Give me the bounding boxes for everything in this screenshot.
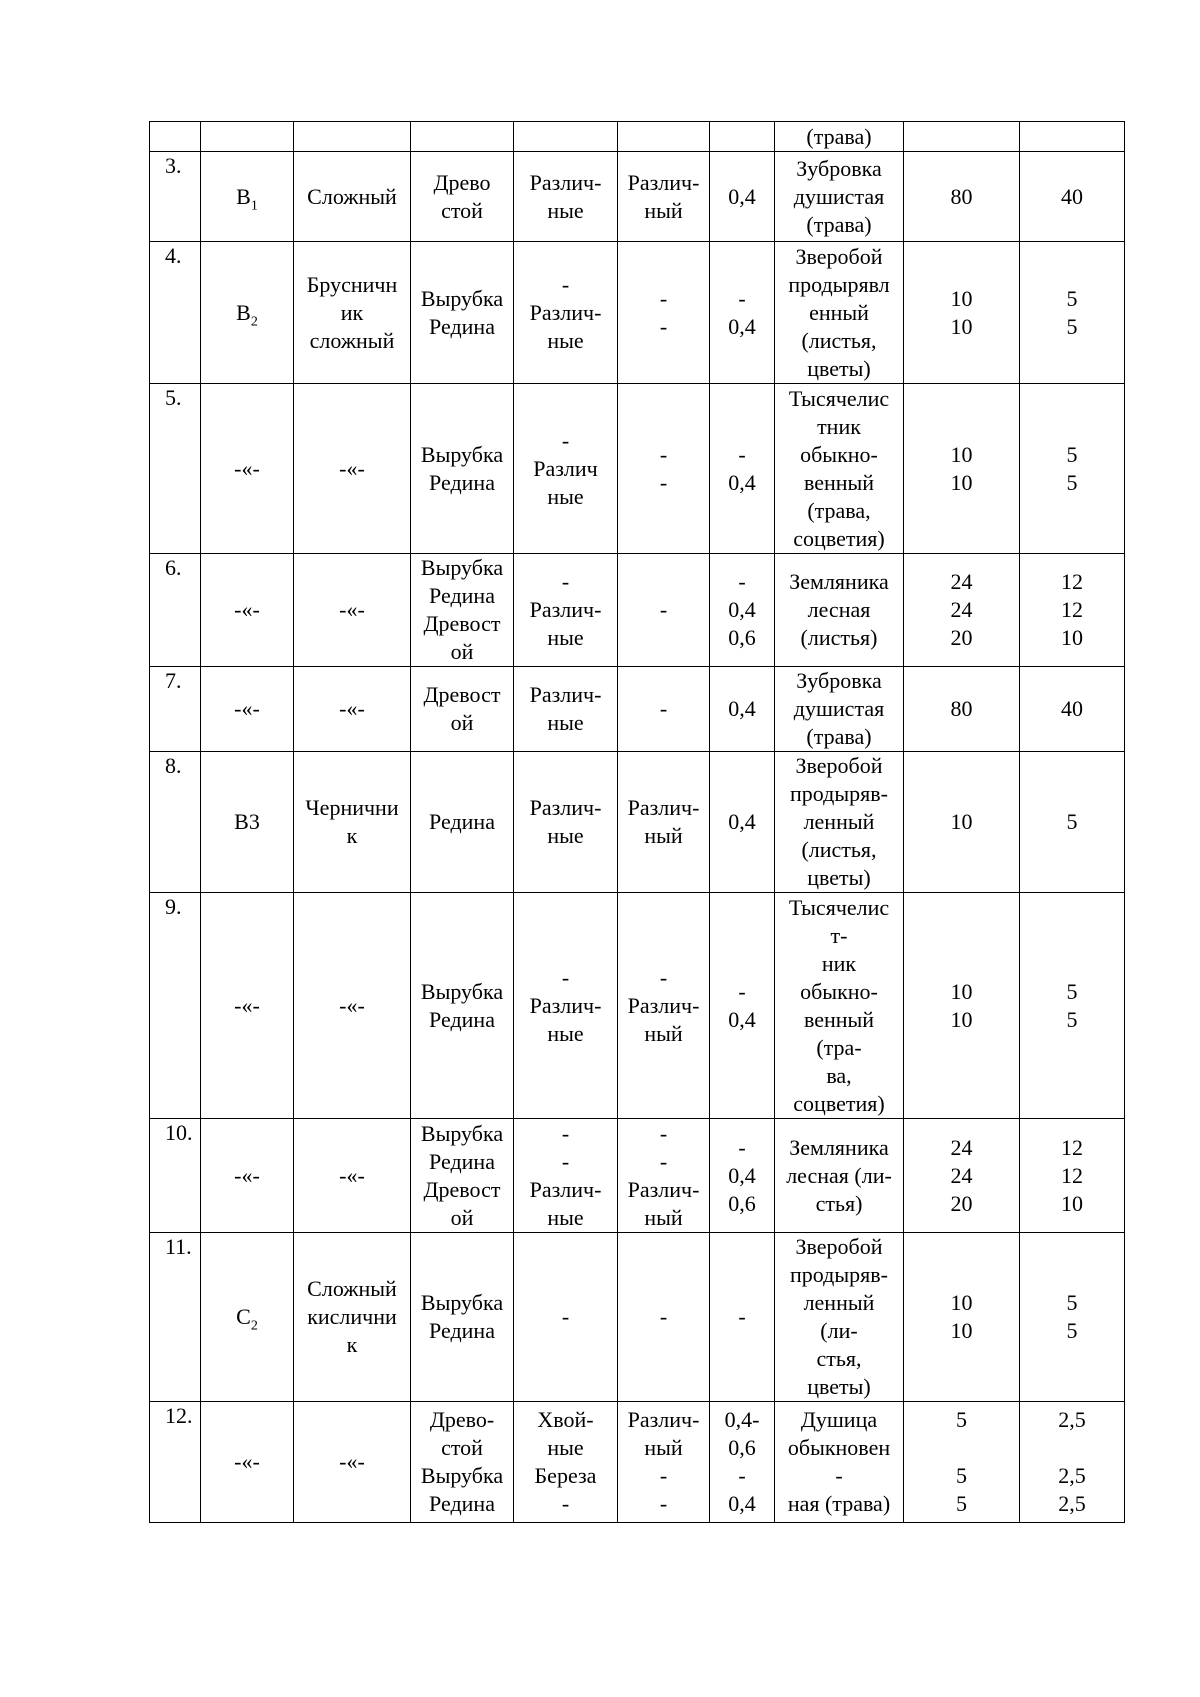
cell-text: Брусничн ик сложный — [306, 271, 398, 353]
cell-b — [1020, 893, 1125, 1119]
cell-land — [411, 1402, 514, 1523]
cell-text: 3. — [165, 153, 182, 178]
cell-text: - 0,4 0,6 — [728, 1134, 756, 1216]
cell-text: Вырубка Редина — [420, 1290, 504, 1343]
cell-species — [514, 242, 618, 384]
cell-plant — [775, 122, 904, 152]
cell-text: -«- — [234, 597, 260, 622]
table-row — [150, 152, 1125, 242]
cell-n — [150, 1119, 201, 1233]
cell-text: 80 — [950, 183, 973, 209]
cell-text: Душица обыкновен - ная (трава) — [787, 1407, 891, 1516]
cell-b — [1020, 1402, 1125, 1523]
cell-text: 10. — [165, 1120, 193, 1145]
cell-n — [150, 752, 201, 893]
cell-text: 10 — [950, 809, 973, 834]
cell-n — [150, 122, 201, 152]
cell-type — [294, 122, 411, 152]
cell-text: -«- — [339, 696, 365, 721]
cell-density — [618, 667, 710, 752]
table-row — [150, 893, 1125, 1119]
cell-text: 9. — [165, 894, 182, 919]
cell-plant — [775, 242, 904, 384]
cell-plot — [201, 554, 294, 667]
cell-coef — [710, 1119, 775, 1233]
cell-land — [411, 152, 514, 242]
cell-coef — [710, 752, 775, 893]
cell-density — [618, 554, 710, 667]
cell-plant — [775, 1402, 904, 1523]
cell-text: -«- — [234, 992, 260, 1018]
plot-subscript: 2 — [250, 1318, 258, 1334]
cell-species — [514, 752, 618, 893]
cell-text: Чернични к — [305, 795, 399, 848]
plot-subscript: 2 — [250, 313, 258, 329]
cell-n — [150, 1233, 201, 1402]
cell-b — [1020, 1119, 1125, 1233]
cell-type — [294, 752, 411, 893]
cell-plant — [775, 667, 904, 752]
cell-plot — [201, 1402, 294, 1523]
cell-plot — [201, 893, 294, 1119]
cell-text: - — [561, 1304, 570, 1329]
cell-n — [150, 152, 201, 242]
cell-text: 0,4- 0,6 - 0,4 — [724, 1407, 760, 1516]
table-row — [150, 1233, 1125, 1402]
cell-text: Различ- ные — [529, 169, 602, 223]
cell-species — [514, 384, 618, 554]
cell-coef — [710, 1402, 775, 1523]
cell-text: 5 — [1066, 809, 1078, 834]
cell-type — [294, 384, 411, 554]
cell-plot — [201, 122, 294, 152]
cell-type — [294, 1233, 411, 1402]
cell-text: 80 — [950, 696, 973, 721]
cell-text: - — [738, 1304, 746, 1329]
cell-text: Древо стой — [433, 169, 491, 223]
cell-coef — [710, 667, 775, 752]
cell-species — [514, 554, 618, 667]
cell-species — [514, 1233, 618, 1402]
table-row — [150, 1402, 1125, 1523]
cell-coef — [710, 242, 775, 384]
cell-land — [411, 554, 514, 667]
cell-land — [411, 242, 514, 384]
cell-type — [294, 1119, 411, 1233]
cell-text: -«- — [339, 455, 365, 481]
cell-text: Тысячелис тник обыкно- венный (трава, соцветия) — [788, 385, 890, 551]
cell-text: -«- — [234, 696, 260, 721]
cell-a — [904, 242, 1020, 384]
cell-plot — [201, 1119, 294, 1233]
cell-text: - Различ- ные — [529, 964, 602, 1046]
table-row — [150, 242, 1125, 384]
cell-text: Древост ой — [423, 682, 501, 735]
cell-text: - Различ- ные — [529, 271, 602, 353]
cell-plot — [201, 667, 294, 752]
cell-density — [618, 1119, 710, 1233]
cell-text: 5 5 — [1066, 978, 1078, 1032]
cell-plant — [775, 554, 904, 667]
cell-text: Вырубка Редина — [420, 285, 504, 339]
cell-text: Вырубка Редина — [420, 441, 504, 495]
cell-text: Земляника лесная (листья) — [789, 569, 889, 650]
cell-text: - Различ- ные — [529, 569, 602, 650]
cell-text: B — [236, 183, 251, 209]
cell-plot — [201, 1233, 294, 1402]
cell-text: - 0,4 — [728, 285, 756, 339]
cell-text: 40 — [1061, 696, 1083, 721]
plot-subscript: 1 — [250, 197, 258, 213]
table-row — [150, 1119, 1125, 1233]
cell-text: Вырубка Редина — [420, 978, 504, 1032]
cell-n — [150, 1402, 201, 1523]
cell-text: Редина — [429, 809, 495, 834]
cell-b — [1020, 752, 1125, 893]
cell-text: Зверобой продырявл енный (листья, цветы) — [788, 243, 890, 381]
cell-plant — [775, 1233, 904, 1402]
cell-coef — [710, 1233, 775, 1402]
cell-text: 0,4 — [728, 696, 756, 721]
cell-text: - — [659, 597, 668, 622]
cell-species — [514, 152, 618, 242]
cell-species — [514, 122, 618, 152]
cell-text: Различ- ные — [529, 795, 602, 848]
cell-text: 12 12 10 — [1061, 1134, 1083, 1216]
cell-text: Хвой- ные Береза - — [534, 1407, 597, 1516]
cell-text: (трава) — [806, 123, 872, 149]
cell-density — [618, 152, 710, 242]
cell-a — [904, 122, 1020, 152]
cell-text: Вырубка Редина Древост ой — [420, 1120, 504, 1230]
cell-text: 7. — [165, 668, 182, 693]
cell-a — [904, 667, 1020, 752]
cell-coef — [710, 554, 775, 667]
cell-species — [514, 1402, 618, 1523]
table-row — [150, 122, 1125, 152]
cell-text: Вырубка Редина Древост ой — [420, 555, 504, 664]
cell-text: Земляника лесная (ли- стья) — [786, 1134, 892, 1216]
cell-text: - - Различ- ный — [627, 1120, 700, 1230]
cell-text: 11. — [165, 1234, 192, 1259]
cell-text: 12. — [165, 1403, 193, 1428]
cell-text: - - — [659, 285, 668, 339]
cell-b — [1020, 122, 1125, 152]
cell-text: - 0,4 — [728, 441, 756, 495]
cell-land — [411, 1119, 514, 1233]
cell-text: 0,4 — [728, 183, 756, 209]
table-row — [150, 554, 1125, 667]
cell-text: 10 10 — [950, 285, 973, 339]
cell-a — [904, 554, 1020, 667]
cell-text: 24 24 20 — [950, 1134, 973, 1216]
cell-text: C — [236, 1304, 251, 1329]
cell-text: 2,5 2,5 2,5 — [1058, 1407, 1086, 1516]
cell-type — [294, 554, 411, 667]
cell-density — [618, 384, 710, 554]
cell-text: 5 5 — [1066, 441, 1078, 495]
cell-plot — [201, 242, 294, 384]
cell-text: Зверобой продыряв- ленный (ли- стья, цветы) — [790, 1234, 888, 1399]
cell-plant — [775, 384, 904, 554]
cell-text: 4. — [165, 243, 182, 268]
cell-text: Древо- стой Вырубка Редина — [420, 1407, 504, 1516]
cell-plant — [775, 752, 904, 893]
cell-text: -«- — [339, 597, 365, 622]
cell-a — [904, 1119, 1020, 1233]
cell-text: Различ- ные — [529, 682, 602, 735]
cell-b — [1020, 152, 1125, 242]
cell-text: - — [659, 696, 668, 721]
cell-n — [150, 242, 201, 384]
cell-text: B3 — [234, 809, 260, 834]
cell-land — [411, 384, 514, 554]
cell-land — [411, 752, 514, 893]
cell-plot — [201, 752, 294, 893]
cell-a — [904, 1402, 1020, 1523]
cell-text: - Различ ные — [533, 427, 598, 509]
cell-density — [618, 122, 710, 152]
cell-text: Зверобой продыряв- ленный (листья, цветы) — [790, 753, 888, 890]
cell-text: B — [236, 299, 251, 325]
cell-a — [904, 152, 1020, 242]
table-row — [150, 667, 1125, 752]
cell-n — [150, 667, 201, 752]
cell-plot — [201, 152, 294, 242]
cell-density — [618, 242, 710, 384]
cell-b — [1020, 242, 1125, 384]
cell-text: -«- — [234, 1162, 260, 1188]
cell-density — [618, 1233, 710, 1402]
cell-density — [618, 752, 710, 893]
cell-text: - 0,4 0,6 — [728, 569, 756, 650]
cell-a — [904, 752, 1020, 893]
cell-text: -«- — [339, 1449, 365, 1474]
cell-plant — [775, 1119, 904, 1233]
cell-text: 0,4 — [728, 809, 756, 834]
cell-text: -«- — [234, 455, 260, 481]
cell-land — [411, 893, 514, 1119]
cell-a — [904, 384, 1020, 554]
table-row — [150, 384, 1125, 554]
cell-text: Зубровка душистая (трава) — [793, 668, 885, 749]
cell-species — [514, 1119, 618, 1233]
cell-text: 5 5 5 — [956, 1407, 967, 1516]
cell-type — [294, 152, 411, 242]
cell-land — [411, 667, 514, 752]
cell-b — [1020, 384, 1125, 554]
cell-text: Сложный — [307, 183, 397, 209]
cell-text: Зубровка душистая (трава) — [793, 155, 885, 237]
cell-n — [150, 893, 201, 1119]
cell-text: - - Различ- ные — [529, 1120, 602, 1230]
cell-text: 12 12 10 — [1061, 569, 1083, 650]
cell-b — [1020, 1233, 1125, 1402]
cell-b — [1020, 667, 1125, 752]
cell-land — [411, 122, 514, 152]
cell-density — [618, 1402, 710, 1523]
cell-text: 8. — [165, 753, 182, 778]
cell-text: 24 24 20 — [950, 569, 973, 650]
cell-land — [411, 1233, 514, 1402]
cell-text: - — [659, 1304, 668, 1329]
cell-text: - 0,4 — [728, 978, 756, 1032]
cell-plant — [775, 152, 904, 242]
data-table — [149, 121, 1125, 1523]
cell-density — [618, 893, 710, 1119]
cell-text: 10 10 — [950, 441, 973, 495]
cell-text: Различ- ный — [627, 169, 700, 223]
cell-text: 5. — [165, 385, 182, 410]
cell-plant — [775, 893, 904, 1119]
cell-species — [514, 893, 618, 1119]
cell-b — [1020, 554, 1125, 667]
cell-text: -«- — [339, 1162, 365, 1188]
cell-coef — [710, 152, 775, 242]
cell-type — [294, 242, 411, 384]
cell-type — [294, 1402, 411, 1523]
cell-text: Сложный кислични к — [307, 1276, 397, 1357]
cell-coef — [710, 893, 775, 1119]
cell-text: 10 10 — [950, 1290, 973, 1343]
cell-text: 6. — [165, 555, 182, 580]
cell-n — [150, 554, 201, 667]
cell-text: 40 — [1061, 183, 1083, 209]
cell-text: - Различ- ный — [627, 964, 700, 1046]
cell-n — [150, 384, 201, 554]
cell-coef — [710, 122, 775, 152]
cell-text: Различ- ный — [627, 795, 700, 848]
cell-text: -«- — [234, 1449, 260, 1474]
cell-coef — [710, 384, 775, 554]
cell-text: 5 5 — [1066, 285, 1078, 339]
cell-type — [294, 667, 411, 752]
cell-text: Тысячелис т- ник обыкно- венный (тра- ва, соцветия) — [788, 894, 890, 1116]
table-row — [150, 752, 1125, 893]
cell-type — [294, 893, 411, 1119]
cell-text: - - — [659, 441, 668, 495]
cell-text: 10 10 — [950, 978, 973, 1032]
cell-text: Различ- ный - - — [627, 1407, 700, 1516]
cell-plot — [201, 384, 294, 554]
cell-text: 5 5 — [1066, 1290, 1078, 1343]
cell-species — [514, 667, 618, 752]
cell-a — [904, 893, 1020, 1119]
cell-text: -«- — [339, 992, 365, 1018]
cell-a — [904, 1233, 1020, 1402]
